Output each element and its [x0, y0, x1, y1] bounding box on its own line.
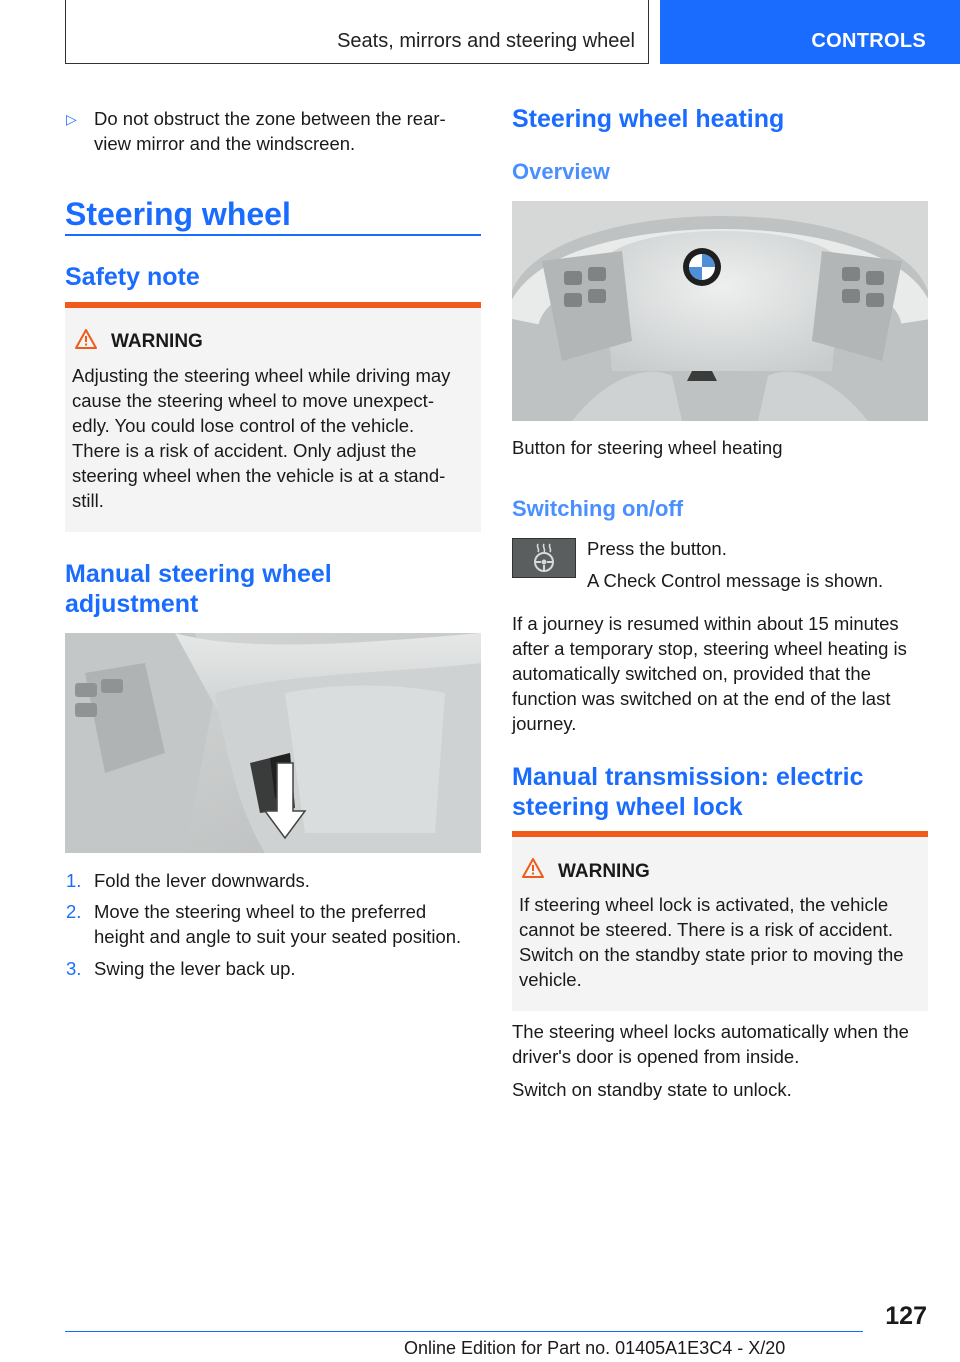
- press-button-text: Press the button.: [587, 538, 727, 559]
- step-text: height and angle to suit your seated position.: [94, 926, 462, 947]
- warning-line: edly. You could lose control of the vehicle.: [72, 415, 415, 436]
- paragraph-line: after a temporary stop, steering wheel heating is: [512, 638, 907, 659]
- warning-line: still.: [72, 490, 104, 511]
- heading-manual-transmission-line-1: Manual transmission: electric: [512, 763, 864, 791]
- warning-bar: [65, 302, 481, 308]
- paragraph-line: function was switched on at the end of the last: [512, 688, 891, 709]
- warning-title: WARNING: [558, 861, 650, 882]
- paragraph-line: journey.: [512, 713, 577, 734]
- warning-line: vehicle.: [519, 969, 582, 990]
- warning-box: [65, 302, 481, 532]
- paragraph-line: automatically switched on, provided that the: [512, 663, 871, 684]
- footer-edition: Online Edition for Part no. 01405A1E3C4 - X/20: [404, 1338, 786, 1358]
- heading-steering-wheel-heating: Steering wheel heating: [512, 105, 785, 133]
- warning-line: Adjusting the steering wheel while driving may: [72, 365, 451, 386]
- section-title: Seats, mirrors and steering wheel: [337, 30, 635, 52]
- warning-line: cause the steering wheel to move unexpect-: [72, 390, 434, 411]
- image-caption: Button for steering wheel heating: [512, 437, 783, 458]
- paragraph-line: The steering wheel locks automatically when the: [512, 1021, 909, 1042]
- check-control-text: A Check Control message is shown.: [587, 570, 884, 591]
- step-text: Swing the lever back up.: [94, 958, 296, 979]
- step-number: 2.: [66, 901, 82, 922]
- page-number: 127: [885, 1302, 927, 1330]
- steering-heating-button-icon: [512, 538, 576, 578]
- paragraph-line: driver's door is opened from inside.: [512, 1046, 800, 1067]
- heading-manual-adjustment-line-1: Manual steering wheel: [65, 560, 332, 588]
- heading-rule: [65, 234, 481, 236]
- step-number: 1.: [66, 870, 82, 891]
- warning-box: [512, 831, 928, 1011]
- heading-manual-transmission-line-2: steering wheel lock: [512, 793, 743, 821]
- warning-line: Switch on the standby state prior to moving the: [519, 944, 904, 965]
- footer-rule: [65, 1331, 863, 1332]
- paragraph-line: If a journey is resumed within about 15 minutes: [512, 613, 899, 634]
- paragraph-line: Switch on standby state to unlock.: [512, 1079, 792, 1100]
- bullet-text-line-1: Do not obstruct the zone between the rear-: [94, 108, 446, 129]
- heading-overview: Overview: [512, 159, 610, 184]
- step-number: 3.: [66, 958, 82, 979]
- warning-line: cannot be steered. There is a risk of accident.: [519, 919, 893, 940]
- heading-switching: Switching on/off: [512, 496, 684, 521]
- heading-steering-wheel: Steering wheel: [65, 196, 291, 232]
- heading-manual-adjustment-line-2: adjustment: [65, 590, 199, 618]
- chapter-tab-label: CONTROLS: [811, 30, 926, 52]
- warning-line: There is a risk of accident. Only adjust the: [72, 440, 417, 461]
- warning-line: steering wheel when the vehicle is at a stand-: [72, 465, 446, 486]
- triangle-bullet-icon: ▷: [66, 111, 77, 127]
- bullet-text-line-2: view mirror and the windscreen.: [94, 133, 356, 154]
- warning-triangle-icon: [521, 857, 545, 879]
- steering-wheel-illustration: [512, 201, 928, 421]
- warning-triangle-icon: [74, 328, 98, 350]
- warning-bar: [512, 831, 928, 837]
- step-text: Move the steering wheel to the preferred: [94, 901, 427, 922]
- lever-illustration: [65, 633, 481, 853]
- chapter-tab[interactable]: [660, 0, 960, 64]
- step-text: Fold the lever downwards.: [94, 870, 310, 891]
- warning-title: WARNING: [111, 331, 203, 352]
- warning-line: If steering wheel lock is activated, the vehicle: [519, 894, 889, 915]
- heading-safety-note: Safety note: [65, 263, 200, 291]
